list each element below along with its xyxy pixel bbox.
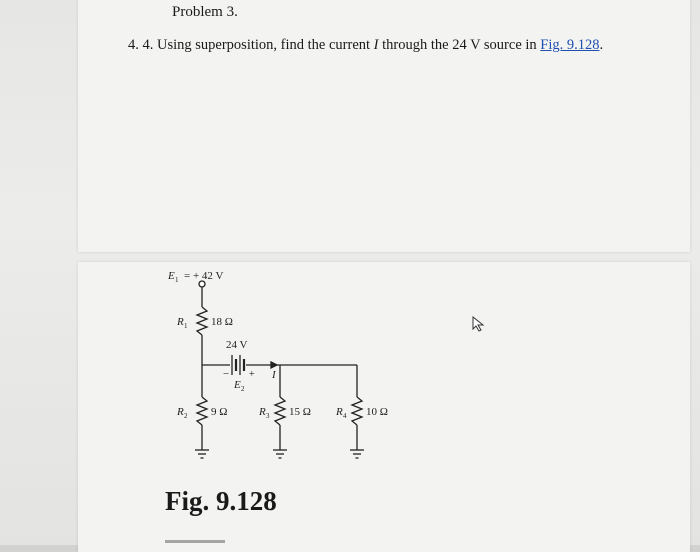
- r4-label: R: [336, 406, 343, 418]
- r2-sub: 2: [184, 412, 188, 420]
- problem-text-before: Using superposition, find the current: [157, 37, 371, 53]
- r4-sub: 4: [343, 412, 347, 420]
- r3-resistor: [275, 397, 285, 425]
- r3-label: R: [259, 406, 266, 418]
- figure-link[interactable]: Fig. 9.128: [540, 37, 600, 53]
- problem-text-after: through the 24 V source in: [382, 37, 537, 53]
- circuit-diagram: [150, 262, 410, 482]
- r4-resistor: [352, 397, 362, 425]
- r1-value: 18 Ω: [211, 316, 233, 328]
- problem-statement: [128, 37, 603, 54]
- e1-label: E: [168, 270, 175, 282]
- r1-sub: 1: [184, 322, 188, 330]
- r2-value: 9 Ω: [211, 406, 228, 418]
- e1-sub: 1: [175, 276, 179, 284]
- current-label: I: [272, 369, 276, 381]
- r1-label: R: [177, 316, 184, 328]
- plus-sign: +: [249, 369, 255, 380]
- problem-period: .: [599, 37, 604, 53]
- mouse-pointer-icon: [471, 316, 485, 332]
- e2-label: E: [234, 379, 241, 391]
- cut-off-text: [165, 540, 225, 543]
- current-arrow: [271, 362, 277, 368]
- source-value: 24 V: [226, 339, 248, 351]
- current-variable: I: [373, 37, 379, 53]
- r3-value: 15 Ω: [289, 406, 311, 418]
- r2-label: R: [177, 406, 184, 418]
- figure-caption: Fig. 9.128: [165, 486, 277, 516]
- r2-resistor: [197, 397, 207, 425]
- r1-resistor: [197, 307, 207, 335]
- e2-sub: 2: [241, 385, 245, 393]
- r4-value: 10 Ω: [366, 406, 388, 418]
- minus-sign: −: [223, 368, 230, 380]
- problem-number: 4. 4.: [128, 37, 154, 53]
- r3-sub: 3: [266, 412, 270, 420]
- problem-title: Problem 3.: [172, 4, 238, 20]
- e1-value: = + 42 V: [184, 270, 224, 282]
